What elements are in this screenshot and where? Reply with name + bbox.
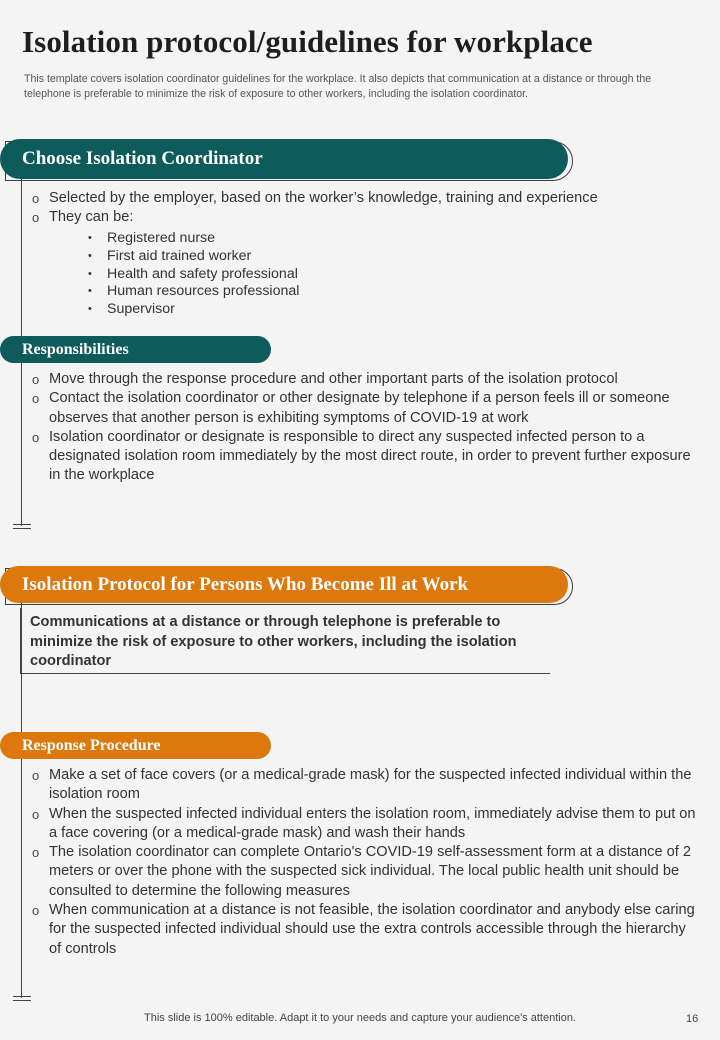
coordinator-heading — [0, 139, 568, 179]
procedure-heading-label: Response Procedure — [22, 736, 161, 754]
bullet-icon: • — [88, 232, 92, 244]
list-item: o Selected by the employer, based on the worker’s knowledge, training and experience — [32, 189, 672, 208]
circle-bullet-icon: o — [32, 845, 40, 861]
timeline-end-tick-top — [13, 524, 31, 525]
page-subtitle: This template covers isolation coordinator guidelines for the workplace. It also depicts that communication at a distance or through the telephone is preferable to minimize the risk of exposure to other workers, including the isolation coordinator. — [24, 73, 652, 100]
circle-bullet-icon: o — [32, 191, 40, 206]
page-number: 16 — [686, 1013, 699, 1025]
circle-bullet-icon: o — [32, 903, 40, 919]
page-title: Isolation protocol/guidelines for workplace — [22, 24, 593, 59]
list-item: o The isolation coordinator can complete Ontario's COVID-19 self-assessment form at a distance of 2 meters or over the phone with the suspected sick individual. The local public health unit should be consulted to determine the following measures — [32, 844, 691, 899]
list-item: • First aid trained worker — [88, 247, 252, 264]
protocol-callout: Communications at a distance or through telephone is preferable to minimize the risk of exposure to other workers, including the isolation coordinator — [30, 614, 517, 669]
bullet-icon: • — [88, 285, 92, 298]
list-item: o Contact the isolation coordinator or other designate by telephone if a person feels ill or someone observes that another person is exhibiting symptoms of COVID-19 at work — [32, 390, 670, 426]
bullet-icon: • — [88, 303, 92, 316]
circle-bullet-icon: o — [32, 210, 40, 226]
procedure-heading — [0, 732, 271, 759]
responsibilities-heading — [0, 336, 271, 363]
list-item: o Isolation coordinator or designate is responsible to direct any suspected infected person to a designated isolation room immediately by the most direct route, in order to prevent further exposure in the workplace — [32, 428, 691, 484]
list-item: • Health and safety professional — [88, 265, 298, 282]
list-item: • Supervisor — [88, 301, 175, 318]
protocol-heading — [0, 566, 568, 603]
coordinator-roles-list — [88, 230, 488, 319]
list-item: o They can be: — [32, 208, 672, 227]
protocol-heading-label: Isolation Protocol for Persons Who Become Ill at Work — [22, 573, 469, 595]
footer-note: This slide is 100% editable. Adapt it to your needs and capture your audience's attention. — [144, 1012, 576, 1024]
coordinator-list — [32, 189, 672, 228]
list-item: o When the suspected infected individual enters the isolation room, immediately advise them to put on a face covering (or a medical-grade mask) and wash their hands — [32, 805, 696, 841]
timeline-end-tick-top-2 — [13, 528, 31, 529]
timeline-end-tick-bottom — [13, 996, 31, 997]
circle-bullet-icon: o — [32, 768, 40, 783]
list-item: o Move through the response procedure and other important parts of the isolation protocol — [32, 370, 697, 389]
bullet-icon: • — [88, 267, 92, 280]
responsibilities-list — [32, 370, 697, 486]
timeline-end-tick-bottom-2 — [13, 1000, 31, 1001]
list-item: • Registered nurse — [88, 230, 216, 246]
circle-bullet-icon: o — [32, 372, 40, 387]
circle-bullet-icon: o — [32, 806, 40, 822]
list-item: o Make a set of face covers (or a medical-grade mask) for the suspected infected individual within the isolation room — [32, 767, 692, 803]
list-item: o When communication at a distance is not feasible, the isolation coordinator and anybody else caring for the suspected infected individual should use the extra controls accessible through the hierarchy of controls — [32, 902, 695, 957]
list-item: • Human resources professional — [88, 283, 300, 300]
bullet-icon: • — [88, 249, 92, 262]
responsibilities-heading-label: Responsibilities — [22, 340, 129, 358]
coordinator-heading-label: Choose Isolation Coordinator — [22, 148, 263, 169]
circle-bullet-icon: o — [32, 429, 40, 445]
circle-bullet-icon: o — [32, 391, 40, 407]
procedure-list — [32, 766, 697, 959]
